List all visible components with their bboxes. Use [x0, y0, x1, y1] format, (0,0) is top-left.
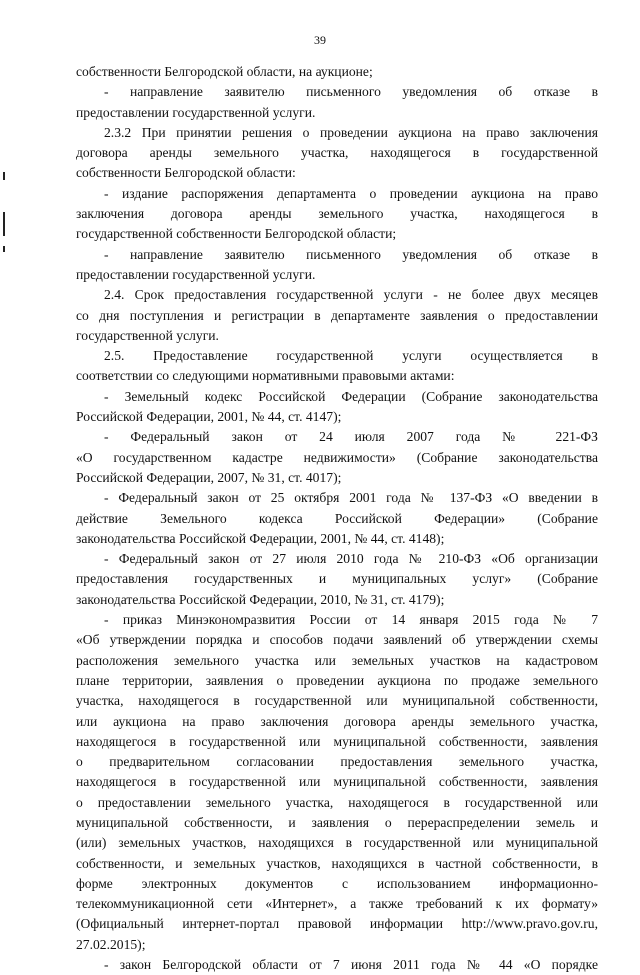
text-line: - Земельный кодекс Российской Федерации (Собрание законодательства	[104, 388, 598, 404]
text-line: - Федеральный закон от 24 июля 2007 года № 221-ФЗ	[104, 429, 598, 445]
margin-mark	[3, 212, 5, 236]
text-line: - Федеральный закон от 25 октября 2001 года № 137-ФЗ «О введении в	[104, 490, 598, 506]
text-line: 2.4. Срок предоставления государственной услуги - не более двух месяцев	[104, 287, 598, 303]
text-line: предоставлении государственной услуги.	[76, 104, 316, 120]
text-line: - направление заявителю письменного уведомления об отказе в	[104, 246, 598, 262]
text-line: законодательства Российской Федерации, 2010, № 31, ст. 4179);	[76, 591, 445, 607]
text-line: (или) земельных участков, находящихся в государственной или муниципальной	[76, 835, 598, 851]
text-line: действие Земельного кодекса Российской Федерации» (Собрание	[76, 510, 598, 526]
text-line: Российской Федерации, 2001, № 44, ст. 4147);	[76, 409, 342, 425]
text-line: или аукциона на право заключения договора аренды земельного участка,	[76, 713, 598, 729]
text-line: - приказ Минэкономразвития России от 14 января 2015 года № 7	[104, 612, 598, 628]
text-line: предоставления государственных и муниципальных услуг» (Собрание	[76, 571, 598, 587]
text-line: государственной услуги.	[76, 327, 219, 343]
text-line: - Федеральный закон от 27 июля 2010 года № 210-ФЗ «Об организации	[104, 551, 598, 567]
text-line: находящегося в государственной или муниципальной собственности, заявления	[76, 733, 598, 749]
text-line: 27.02.2015);	[76, 936, 146, 952]
text-line: - направление заявителю письменного уведомления об отказе в	[104, 84, 598, 100]
text-line: о предоставлении земельного участка, находящегося в государственной или	[76, 794, 598, 810]
text-line: о предварительном согласовании предоставления земельного участка,	[76, 754, 598, 770]
text-line: участка, находящегося в государственной или муниципальной собственности,	[76, 693, 598, 709]
text-line: со дня поступления и регистрации в департаменте заявления о предоставлении	[76, 307, 598, 323]
text-line: находящегося в государственной или муниципальной собственности, заявления	[76, 774, 598, 790]
text-line: (Официальный интернет-портал правовой информации http://www.pravo.gov.ru,	[76, 916, 598, 932]
text-line: телекоммуникационной сети «Интернет», а также требований к их формату»	[76, 896, 598, 912]
text-line: заключения договора аренды земельного участка, находящегося в	[76, 206, 598, 222]
text-line: форме электронных документов с использованием информационно-	[76, 875, 598, 891]
page-number: 39	[314, 33, 326, 47]
text-line: законодательства Российской Федерации, 2001, № 44, ст. 4148);	[76, 530, 445, 546]
text-line: - издание распоряжения департамента о проведении аукциона на право	[104, 185, 598, 201]
text-line: государственной собственности Белгородской области;	[76, 226, 397, 242]
text-line: «Об утверждении порядка и способов подачи заявлений об утверждении схемы	[76, 632, 598, 648]
text-line: плане территории, заявления о проведении аукциона по продаже земельного	[76, 672, 598, 688]
text-line: расположения земельного участка или земельных участков на кадастровом	[76, 652, 598, 668]
text-line: собственности Белгородской области, на аукционе;	[76, 64, 373, 79]
text-line: - закон Белгородской области от 7 июня 2011 года № 44 «О порядке	[104, 957, 598, 973]
text-line: договора аренды земельного участка, находящегося в государственной	[76, 145, 598, 161]
text-line: 2.3.2 При принятии решения о проведении аукциона на право заключения	[104, 124, 598, 140]
text-line: муниципальной собственности, и заявления о перераспределении земель и	[76, 814, 598, 830]
text-line: собственности Белгородской области:	[76, 165, 296, 181]
text-line: 2.5. Предоставление государственной услуги осуществляется в	[104, 348, 598, 364]
document-body	[76, 62, 598, 975]
text-line: собственности, и земельных участков, находящихся в частной собственности, в	[76, 855, 598, 871]
text-line: Российской Федерации, 2007, № 31, ст. 4017);	[76, 469, 342, 485]
text-line: «О государственном кадастре недвижимости» (Собрание законодательства	[76, 449, 598, 465]
margin-mark	[3, 246, 5, 252]
text-line: соответствии со следующими нормативными правовыми актами:	[76, 368, 455, 384]
text-line: предоставлении государственной услуги.	[76, 266, 316, 282]
margin-mark	[3, 172, 5, 180]
